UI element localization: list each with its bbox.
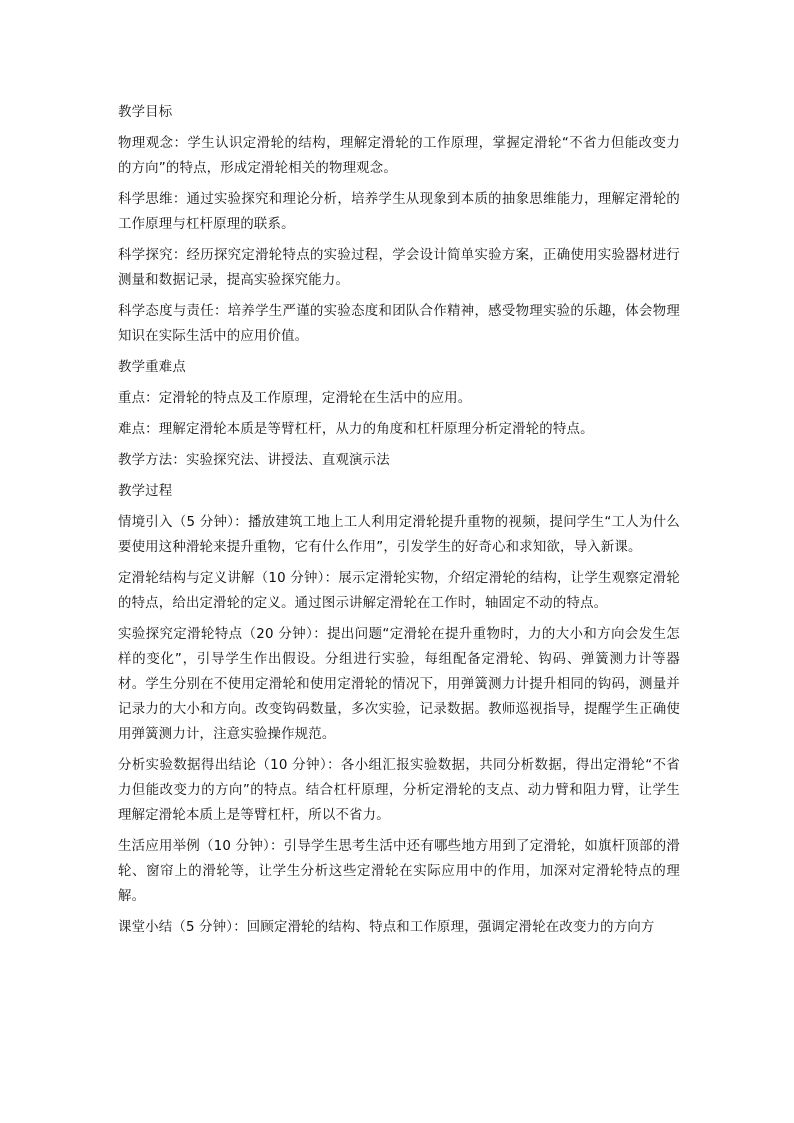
paragraph-data-analysis: 分析实验数据得出结论（10 分钟）：各小组汇报实验数据，共同分析数据，得出定滑轮“不省力但能改变力的方向”的特点。结合杠杆原理，分析定滑轮的支点、动力臂和阻力臂，让学生理解定滑轮本质上是等臂杠杆，所以不省力。	[118, 758, 680, 823]
paragraph-experiment-inquiry: 实验探究定滑轮特点（20 分钟）：提出问题“定滑轮在提升重物时，力的大小和方向会发生怎样的变化”，引导学生作出假设。分组进行实验，每组配备定滑轮、钩码、弹簧测力计等器材。学生分别在不使用定滑轮和使用定滑轮的情况下，用弹簧测力计提升相同的钩码，测量并记录力的大小和方向。改变钩码数量，多次实验，记录数据。教师巡视指导，提醒学生正确使用弹簧测力计，注意实验操作规范。	[118, 627, 680, 742]
paragraph-structure-definition: 定滑轮结构与定义讲解（10 分钟）：展示定滑轮实物，介绍定滑轮的结构，让学生观察定滑轮的特点，给出定滑轮的定义。通过图示讲解定滑轮在工作时，轴固定不动的特点。	[118, 571, 680, 611]
paragraph-scientific-thinking: 科学思维：通过实验探究和理论分析，培养学生从现象到本质的抽象思维能力，理解定滑轮的工作原理与杠杆原理的联系。	[118, 192, 680, 232]
paragraph-scientific-attitude: 科学态度与责任：培养学生严谨的实验态度和团队合作精神，感受物理实验的乐趣，体会物理知识在实际生活中的应用价值。	[118, 304, 680, 344]
section-heading-teaching-process: 教学过程	[118, 484, 173, 499]
paragraph-difficulties: 难点：理解定滑轮本质是等臂杠杆，从力的角度和杠杆原理分析定滑轮的特点。	[118, 422, 594, 437]
document-body	[118, 100, 680, 946]
paragraph-scientific-inquiry: 科学探究：经历探究定滑轮特点的实验过程，学会设计简单实验方案，正确使用实验器材进行测量和数据记录，提高实验探究能力。	[118, 248, 680, 288]
paragraph-class-summary: 课堂小结（5 分钟）：回顾定滑轮的结构、特点和工作原理，强调定滑轮在改变力的方向方	[118, 920, 655, 935]
paragraph-situation-intro: 情境引入（5 分钟）：播放建筑工地上工人利用定滑轮提升重物的视频，提问学生“工人为什么要使用这种滑轮来提升重物，它有什么作用”，引发学生的好奇心和求知欲，导入新课。	[118, 515, 680, 555]
section-heading-teaching-goals: 教学目标	[118, 105, 173, 120]
paragraph-teaching-methods: 教学方法：实验探究法、讲授法、直观演示法	[118, 453, 390, 468]
section-heading-key-difficulties: 教学重难点	[118, 360, 186, 375]
paragraph-life-applications: 生活应用举例（10 分钟）：引导学生思考生活中还有哪些地方用到了定滑轮，如旗杆顶部的滑轮、窗帘上的滑轮等，让学生分析这些定滑轮在实际应用中的作用，加深对定滑轮特点的理解。	[118, 839, 680, 904]
paragraph-key-points: 重点：定滑轮的特点及工作原理，定滑轮在生活中的应用。	[118, 391, 472, 406]
paragraph-physics-concept: 物理观念：学生认识定滑轮的结构，理解定滑轮的工作原理，掌握定滑轮“不省力但能改变力的方向”的特点，形成定滑轮相关的物理观念。	[118, 136, 680, 176]
